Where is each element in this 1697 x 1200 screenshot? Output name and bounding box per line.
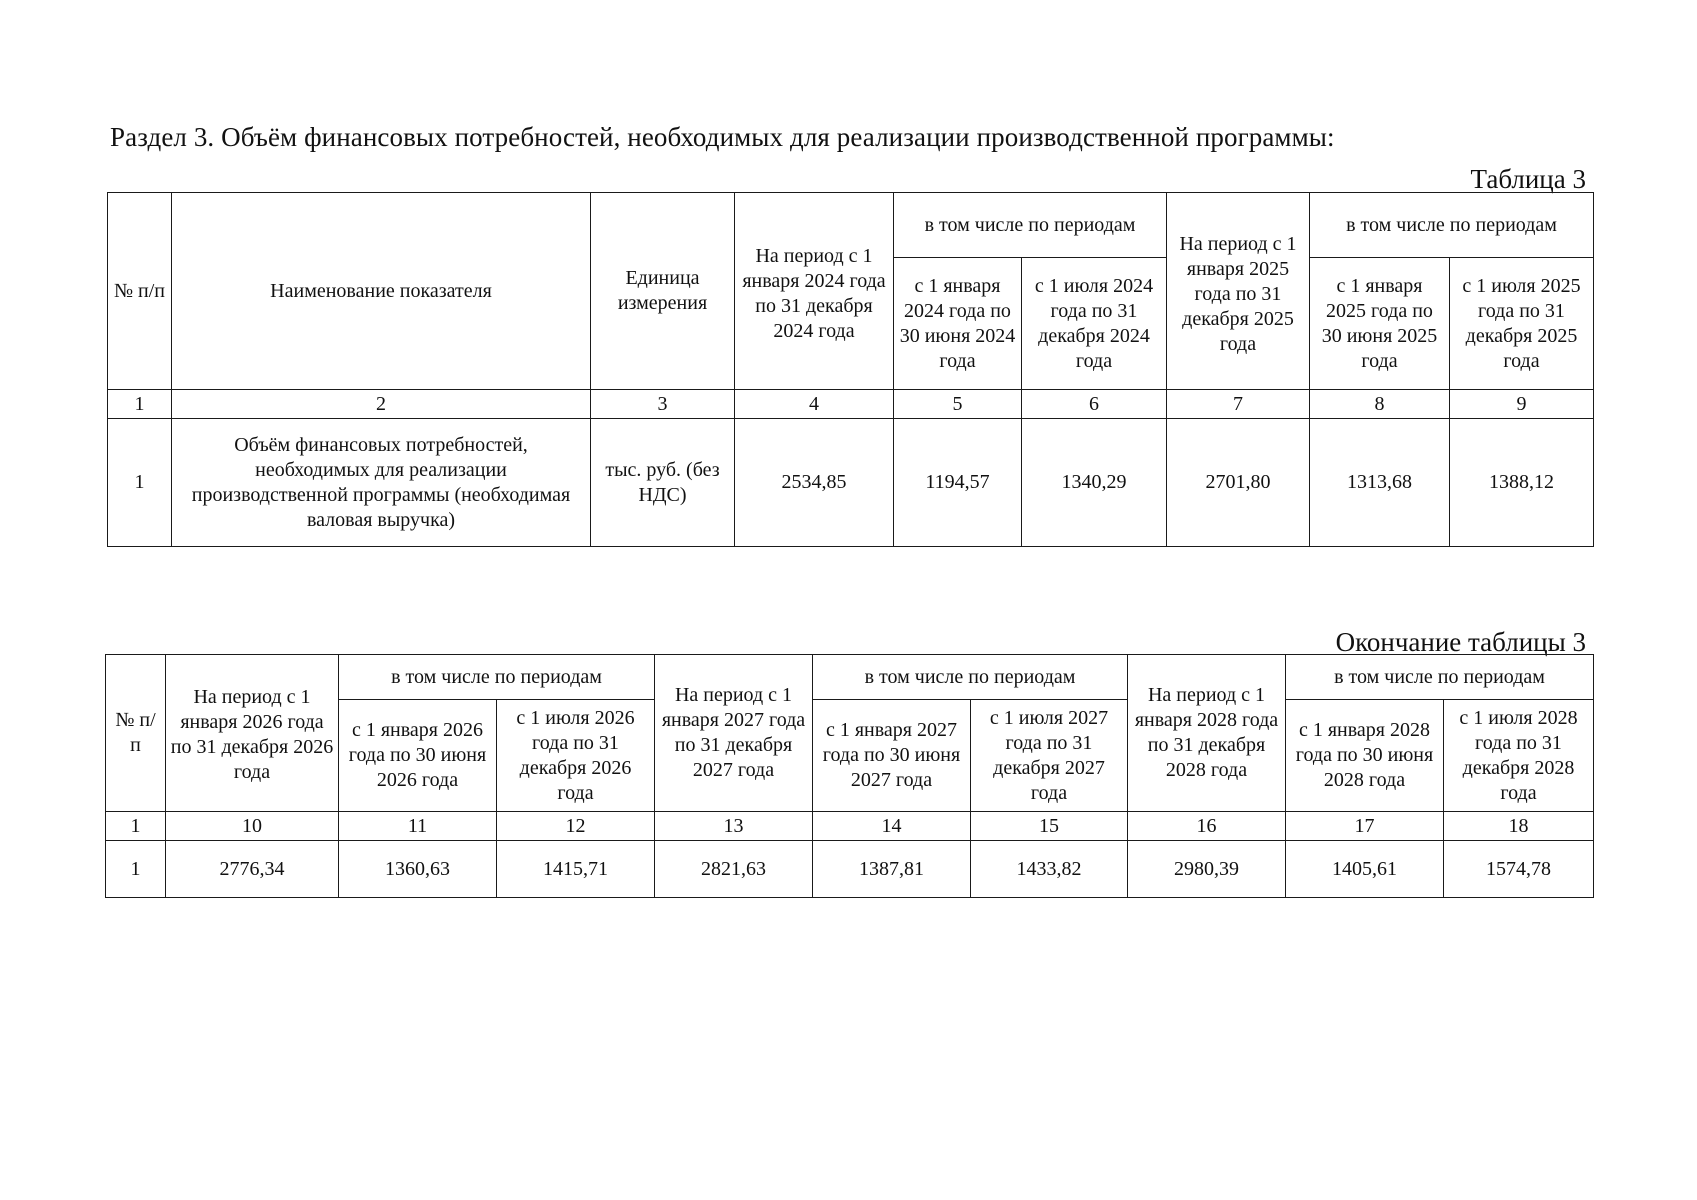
- row-num: 1: [106, 841, 166, 898]
- column-number: 9: [1450, 390, 1594, 419]
- column-number: 5: [894, 390, 1022, 419]
- column-number: 7: [1167, 390, 1310, 419]
- header-name: Наименование показателя: [172, 193, 591, 390]
- table-caption: Таблица 3: [1470, 164, 1586, 194]
- column-number: 4: [735, 390, 894, 419]
- header-group-2025: в том числе по периодам: [1310, 193, 1594, 258]
- value-h2-2026: 1415,71: [497, 841, 655, 898]
- header-num: № п/п: [108, 193, 172, 390]
- financial-needs-table-continuation: [105, 654, 1594, 898]
- table-caption-continuation: Окончание таблицы 3: [1335, 627, 1586, 657]
- header-group-2026: в том числе по периодам: [339, 655, 655, 700]
- header-period-2027: На период с 1 января 2027 года по 31 декабря 2027 года: [655, 655, 813, 812]
- header-period-2025: На период с 1 января 2025 года по 31 декабря 2025 года: [1167, 193, 1310, 390]
- row-indicator-name: Объём финансовых потребностей, необходимых для реализации производственной программы (необходимая валовая выручка): [172, 419, 591, 547]
- column-number: 2: [172, 390, 591, 419]
- value-h1-2026: 1360,63: [339, 841, 497, 898]
- column-number: 1: [106, 812, 166, 841]
- value-h2-2025: 1388,12: [1450, 419, 1594, 547]
- header-unit: Единица измерения: [591, 193, 735, 390]
- column-number: 3: [591, 390, 735, 419]
- column-number: 6: [1022, 390, 1167, 419]
- header-group-2027: в том числе по периодам: [813, 655, 1128, 700]
- header-h1-2025: с 1 января 2025 года по 30 июня 2025 года: [1310, 258, 1450, 390]
- header-h2-2028: с 1 июля 2028 года по 31 декабря 2028 года: [1444, 700, 1594, 812]
- value-period-2027: 2821,63: [655, 841, 813, 898]
- table-row: [106, 841, 1594, 898]
- column-number: 13: [655, 812, 813, 841]
- column-number: 1: [108, 390, 172, 419]
- value-h2-2027: 1433,82: [971, 841, 1128, 898]
- header-h1-2024: с 1 января 2024 года по 30 июня 2024 года: [894, 258, 1022, 390]
- value-h2-2024: 1340,29: [1022, 419, 1167, 547]
- header-h2-2024: с 1 июля 2024 года по 31 декабря 2024 года: [1022, 258, 1167, 390]
- column-number: 14: [813, 812, 971, 841]
- column-number: 12: [497, 812, 655, 841]
- row-unit: тыс. руб. (без НДС): [591, 419, 735, 547]
- value-period-2024: 2534,85: [735, 419, 894, 547]
- header-num: № п/п: [106, 655, 166, 812]
- value-period-2025: 2701,80: [1167, 419, 1310, 547]
- column-number: 10: [166, 812, 339, 841]
- section-title: Раздел 3. Объём финансовых потребностей, необходимых для реализации производственной программы:: [110, 122, 1335, 152]
- header-period-2028: На период с 1 января 2028 года по 31 декабря 2028 года: [1128, 655, 1286, 812]
- value-h2-2028: 1574,78: [1444, 841, 1594, 898]
- header-h2-2026: с 1 июля 2026 года по 31 декабря 2026 года: [497, 700, 655, 812]
- header-h2-2025: с 1 июля 2025 года по 31 декабря 2025 года: [1450, 258, 1594, 390]
- value-period-2028: 2980,39: [1128, 841, 1286, 898]
- value-h1-2024: 1194,57: [894, 419, 1022, 547]
- financial-needs-table: [107, 192, 1594, 547]
- header-period-2024: На период с 1 января 2024 года по 31 декабря 2024 года: [735, 193, 894, 390]
- column-number: 11: [339, 812, 497, 841]
- value-h1-2025: 1313,68: [1310, 419, 1450, 547]
- row-num: 1: [108, 419, 172, 547]
- column-number: 18: [1444, 812, 1594, 841]
- header-period-2026: На период с 1 января 2026 года по 31 декабря 2026 года: [166, 655, 339, 812]
- value-h1-2027: 1387,81: [813, 841, 971, 898]
- header-group-2024: в том числе по периодам: [894, 193, 1167, 258]
- column-number: 8: [1310, 390, 1450, 419]
- value-period-2026: 2776,34: [166, 841, 339, 898]
- table-row: [108, 419, 1594, 547]
- header-h2-2027: с 1 июля 2027 года по 31 декабря 2027 года: [971, 700, 1128, 812]
- header-h1-2027: с 1 января 2027 года по 30 июня 2027 года: [813, 700, 971, 812]
- header-h1-2026: с 1 января 2026 года по 30 июня 2026 года: [339, 700, 497, 812]
- header-group-2028: в том числе по периодам: [1286, 655, 1594, 700]
- column-number: 15: [971, 812, 1128, 841]
- header-h1-2028: с 1 января 2028 года по 30 июня 2028 года: [1286, 700, 1444, 812]
- column-number: 17: [1286, 812, 1444, 841]
- column-number: 16: [1128, 812, 1286, 841]
- value-h1-2028: 1405,61: [1286, 841, 1444, 898]
